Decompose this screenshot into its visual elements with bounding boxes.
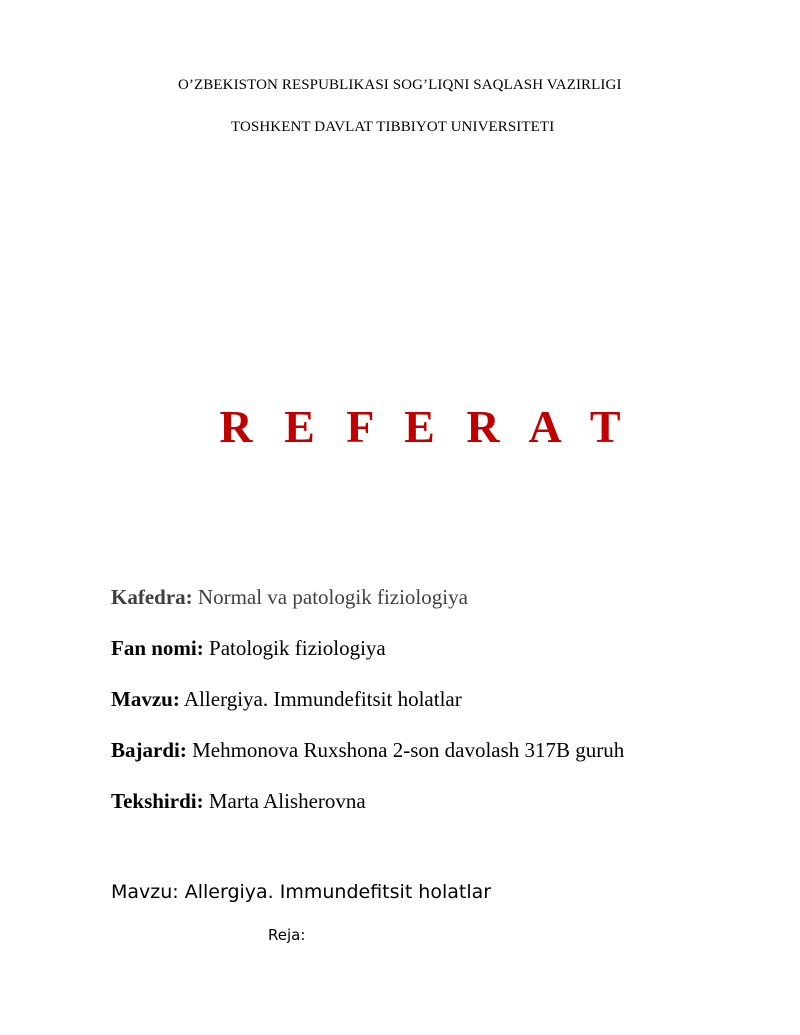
fan-nomi-value: Patologik fiziologiya bbox=[209, 636, 386, 660]
fan-nomi-label: Fan nomi: bbox=[111, 636, 204, 660]
mavzu-field bbox=[111, 687, 462, 712]
fan-nomi-field bbox=[111, 636, 386, 661]
university-heading: TOSHKENT DAVLAT TIBBIYOT UNIVERSITETI bbox=[231, 119, 555, 135]
mavzu-label: Mavzu: bbox=[111, 687, 180, 711]
mavzu-value: Allergiya. Immundefitsit holatlar bbox=[183, 687, 462, 711]
topic-line: Mavzu: Allergiya. Immundefitsit holatlar bbox=[111, 881, 492, 903]
kafedra-field bbox=[111, 585, 468, 610]
tekshirdi-label: Tekshirdi: bbox=[111, 789, 204, 813]
bajardi-value: Mehmonova Ruxshona 2-son davolash 317B guruh bbox=[192, 738, 625, 762]
bajardi-label: Bajardi: bbox=[111, 738, 187, 762]
document-title: R E F E R A T bbox=[219, 401, 631, 452]
ministry-heading: O’ZBEKISTON RESPUBLIKASI SOG’LIQNI SAQLASH VAZIRLIGI bbox=[178, 77, 622, 93]
tekshirdi-field bbox=[111, 789, 366, 814]
kafedra-value: Normal va patologik fiziologiya bbox=[197, 585, 468, 609]
bajardi-field bbox=[111, 738, 624, 763]
kafedra-label: Kafedra: bbox=[111, 585, 193, 609]
plan-label: Reja: bbox=[268, 926, 306, 944]
tekshirdi-value: Marta Alisherovna bbox=[208, 789, 366, 813]
